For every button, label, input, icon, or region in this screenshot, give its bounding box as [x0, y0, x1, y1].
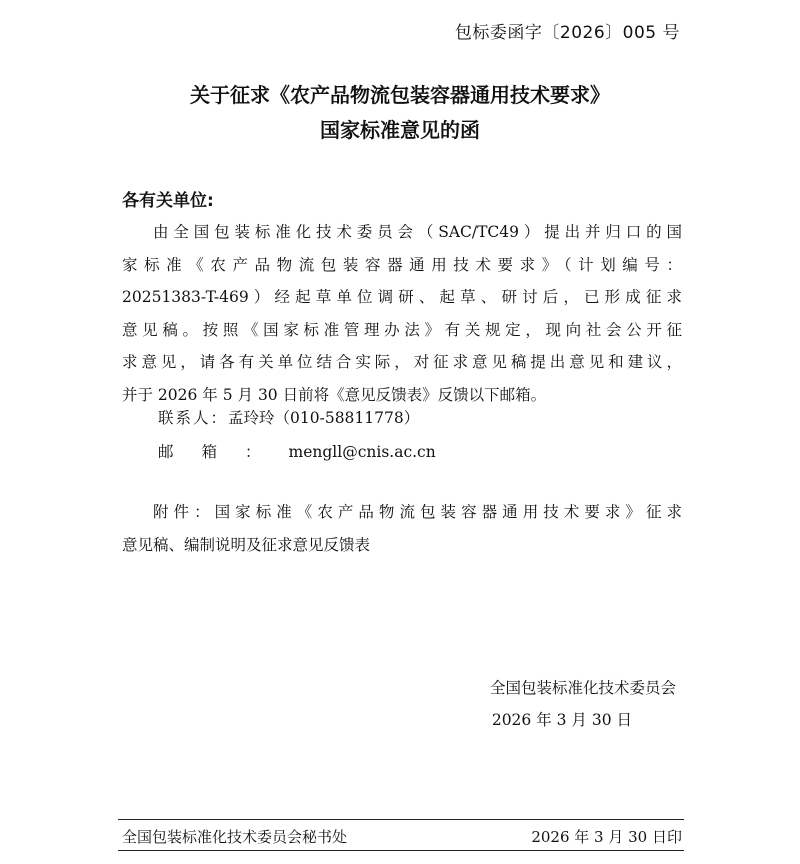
contact-email-value: mengll@cnis.ac.cn — [288, 443, 436, 461]
contact-person — [158, 406, 419, 428]
document-number: 包标委函字〔2026〕005 号 — [454, 23, 680, 43]
body-line-6: 并于 2026 年 5 月 30 日前将《意见反馈表》反馈以下邮箱。 — [122, 385, 547, 404]
body-line-1: 由全国包装标准化技术委员会（SAC/TC49）提出并归口的国 — [153, 223, 682, 241]
signature-date: 2026 年 3 月 30 日 — [491, 711, 632, 729]
attachment-line-2: 意见稿、编制说明及征求意见反馈表 — [122, 536, 371, 554]
document-title — [0, 78, 800, 148]
body-line-5: 求意见，请各有关单位结合实际，对征求意见稿提出意见和建议， — [122, 353, 682, 371]
salutation: 各有关单位: — [122, 191, 214, 211]
body-line-4: 意见稿。按照《国家标准管理办法》有关规定，现向社会公开征 — [122, 320, 682, 339]
contact-person-label: 联系人： — [158, 409, 229, 427]
footer-issuer: 全国包装标准化技术委员会秘书处 — [122, 828, 348, 846]
contact-person-value: 孟玲玲（010-58811778） — [228, 409, 420, 427]
body-paragraph — [122, 216, 682, 411]
title-line-2: 国家标准意见的函 — [320, 118, 480, 142]
signature-organization: 全国包装标准化技术委员会 — [489, 679, 676, 697]
body-line-2: 家标准《农产品物流包装容器通用技术要求》（计划编号： — [122, 255, 682, 274]
footer-printed-date: 2026 年 3 月 30 日印 — [531, 828, 682, 846]
body-line-3: 20251383-T-469）经起草单位调研、起草、研讨后，已形成征求 — [122, 288, 682, 306]
footer-bottom-rule — [118, 850, 684, 851]
contact-email — [158, 440, 436, 462]
attachment-line-1: 附件：国家标准《农产品物流包装容器通用技术要求》征求 — [153, 503, 682, 521]
contact-email-label: 邮箱： — [158, 443, 289, 461]
title-line-1: 关于征求《农产品物流包装容器通用技术要求》 — [190, 83, 610, 107]
attachment-note — [122, 496, 682, 562]
footer-top-rule — [118, 819, 684, 820]
